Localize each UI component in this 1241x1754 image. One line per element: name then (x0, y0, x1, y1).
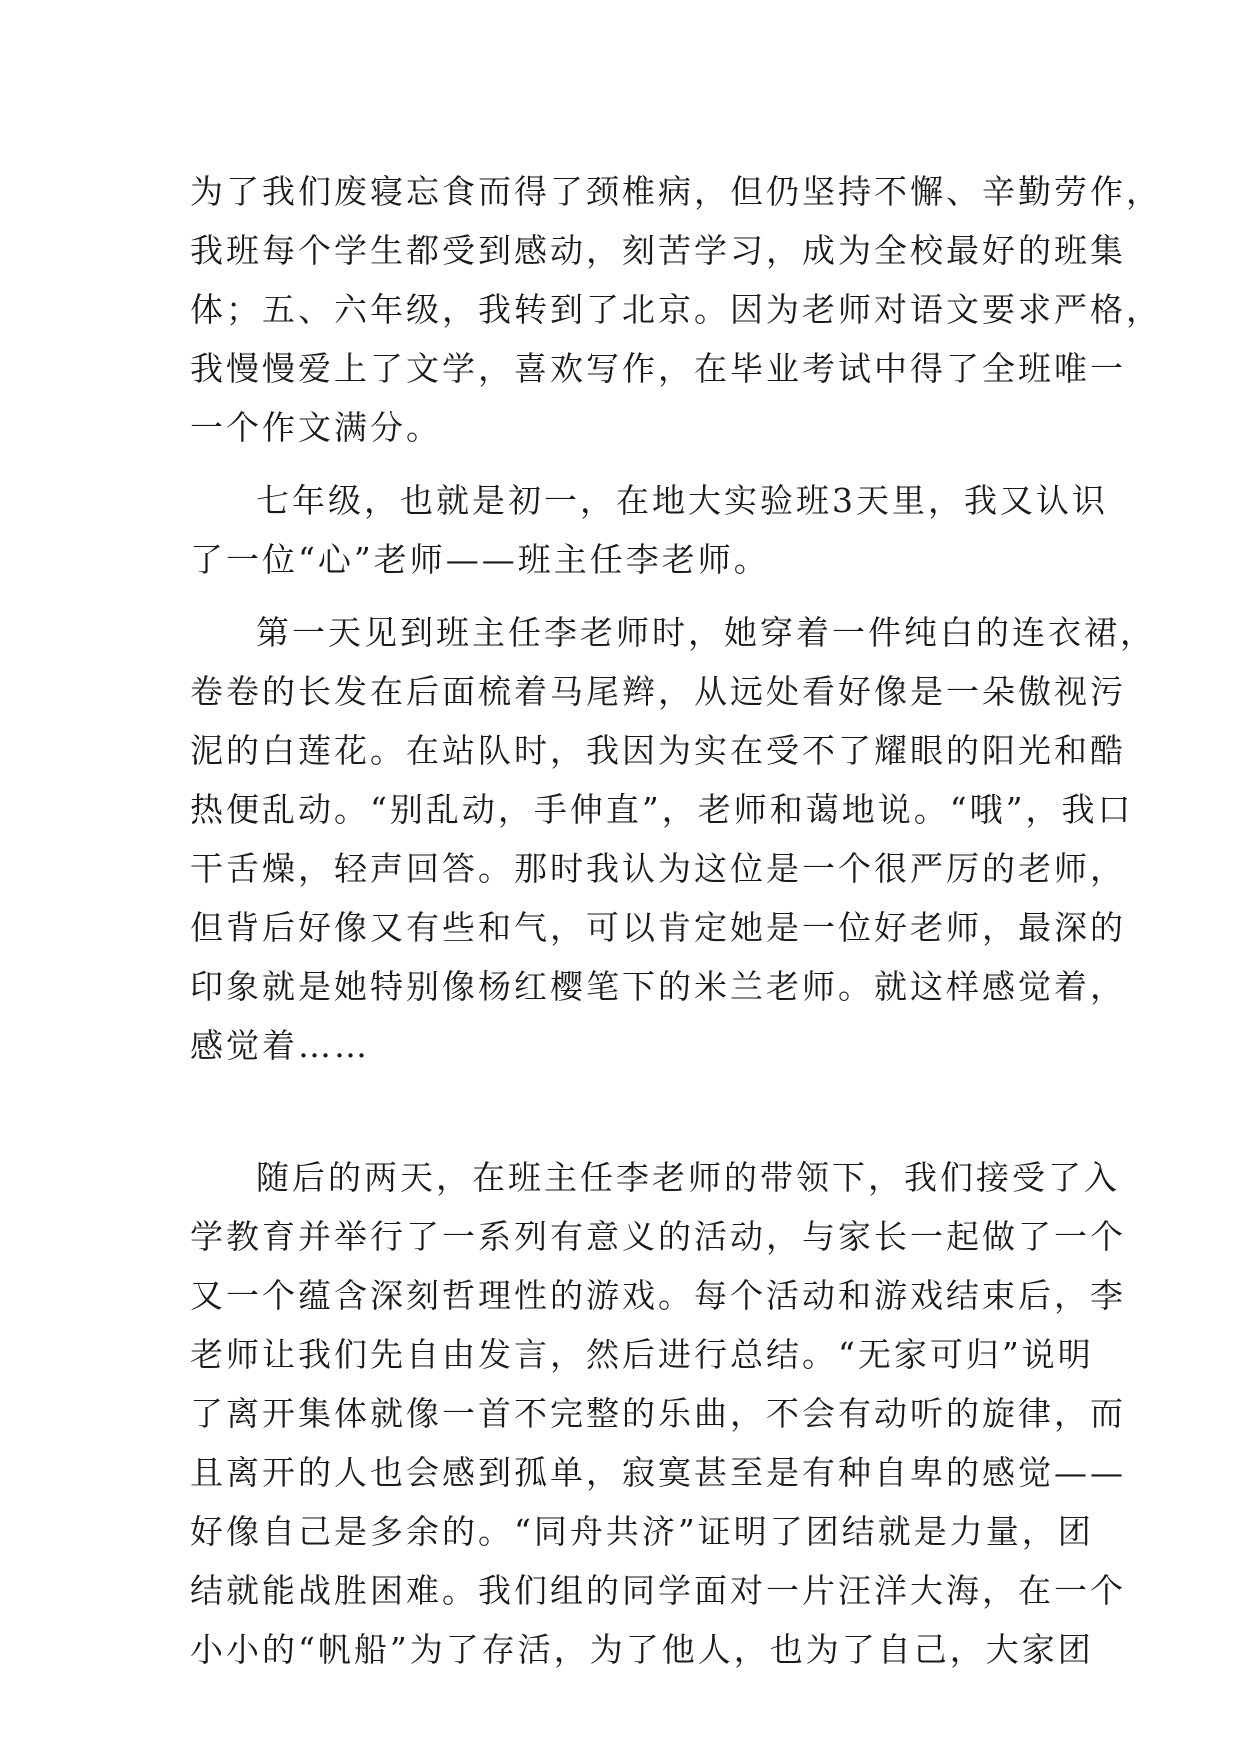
document-body (190, 162, 1162, 1679)
paragraph-1 (190, 162, 1162, 457)
text-line: 且离开的人也会感到孤单，寂寞甚至是有种自卑的感觉—— (190, 1453, 1126, 1492)
text-line: 小小的“帆船”为了存活，为了他人，也为了自己，大家团 (190, 1630, 1094, 1669)
text-line: 七年级，也就是初一，在地大实验班3天里，我又认识 (256, 481, 1108, 520)
text-line: 但背后好像又有些和气，可以肯定她是一位好老师，最深的 (190, 908, 1126, 947)
text-line: 热便乱动。“别乱动，手伸直”，老师和蔼地说。“哦”，我口 (190, 790, 1134, 829)
text-line: 为了我们废寝忘食而得了颈椎病，但仍坚持不懈、辛勤劳作， (190, 172, 1162, 211)
paragraph-4 (190, 1148, 1126, 1679)
text-line: 我慢慢爱上了文学，喜欢写作，在毕业考试中得了全班唯一 (190, 349, 1126, 388)
text-line: 泥的白莲花。在站队时，我因为实在受不了耀眼的阳光和酷 (190, 731, 1126, 770)
text-line: 又一个蕴含深刻哲理性的游戏。每个活动和游戏结束后，李 (190, 1276, 1126, 1315)
text-line: 老师让我们先自由发言，然后进行总结。“无家可归”说明 (190, 1335, 1094, 1374)
text-line: 卷卷的长发在后面梳着马尾辫，从远处看好像是一朵傲视污 (190, 672, 1126, 711)
text-line (190, 1075, 1090, 1134)
text-line: 感觉着…… (190, 1026, 370, 1065)
paragraph-3 (190, 603, 1156, 1134)
text-line: 第一天见到班主任李老师时，她穿着一件纯白的连衣裙， (256, 613, 1156, 652)
text-line: 印象就是她特别像杨红樱笔下的米兰老师。就这样感觉着， (190, 967, 1126, 1006)
text-line: 结就能战胜困难。我们组的同学面对一片汪洋大海，在一个 (190, 1571, 1126, 1610)
text-line: 了离开集体就像一首不完整的乐曲，不会有动听的旋律，而 (190, 1394, 1126, 1433)
paragraph-2 (190, 471, 1108, 589)
text-line: 体；五、六年级，我转到了北京。因为老师对语文要求严格， (190, 290, 1162, 329)
text-line: 好像自己是多余的。“同舟共济”证明了团结就是力量，团 (190, 1512, 1094, 1551)
text-line: 了一位“心”老师——班主任李老师。 (190, 540, 770, 579)
text-line: 干舌燥，轻声回答。那时我认为这位是一个很严厉的老师， (190, 849, 1126, 888)
text-line: 随后的两天，在班主任李老师的带领下，我们接受了入 (256, 1158, 1120, 1197)
text-line: 学教育并举行了一系列有意义的活动，与家长一起做了一个 (190, 1217, 1126, 1256)
text-line: 我班每个学生都受到感动，刻苦学习，成为全校最好的班集 (190, 231, 1126, 270)
text-line: 一个作文满分。 (190, 408, 442, 447)
